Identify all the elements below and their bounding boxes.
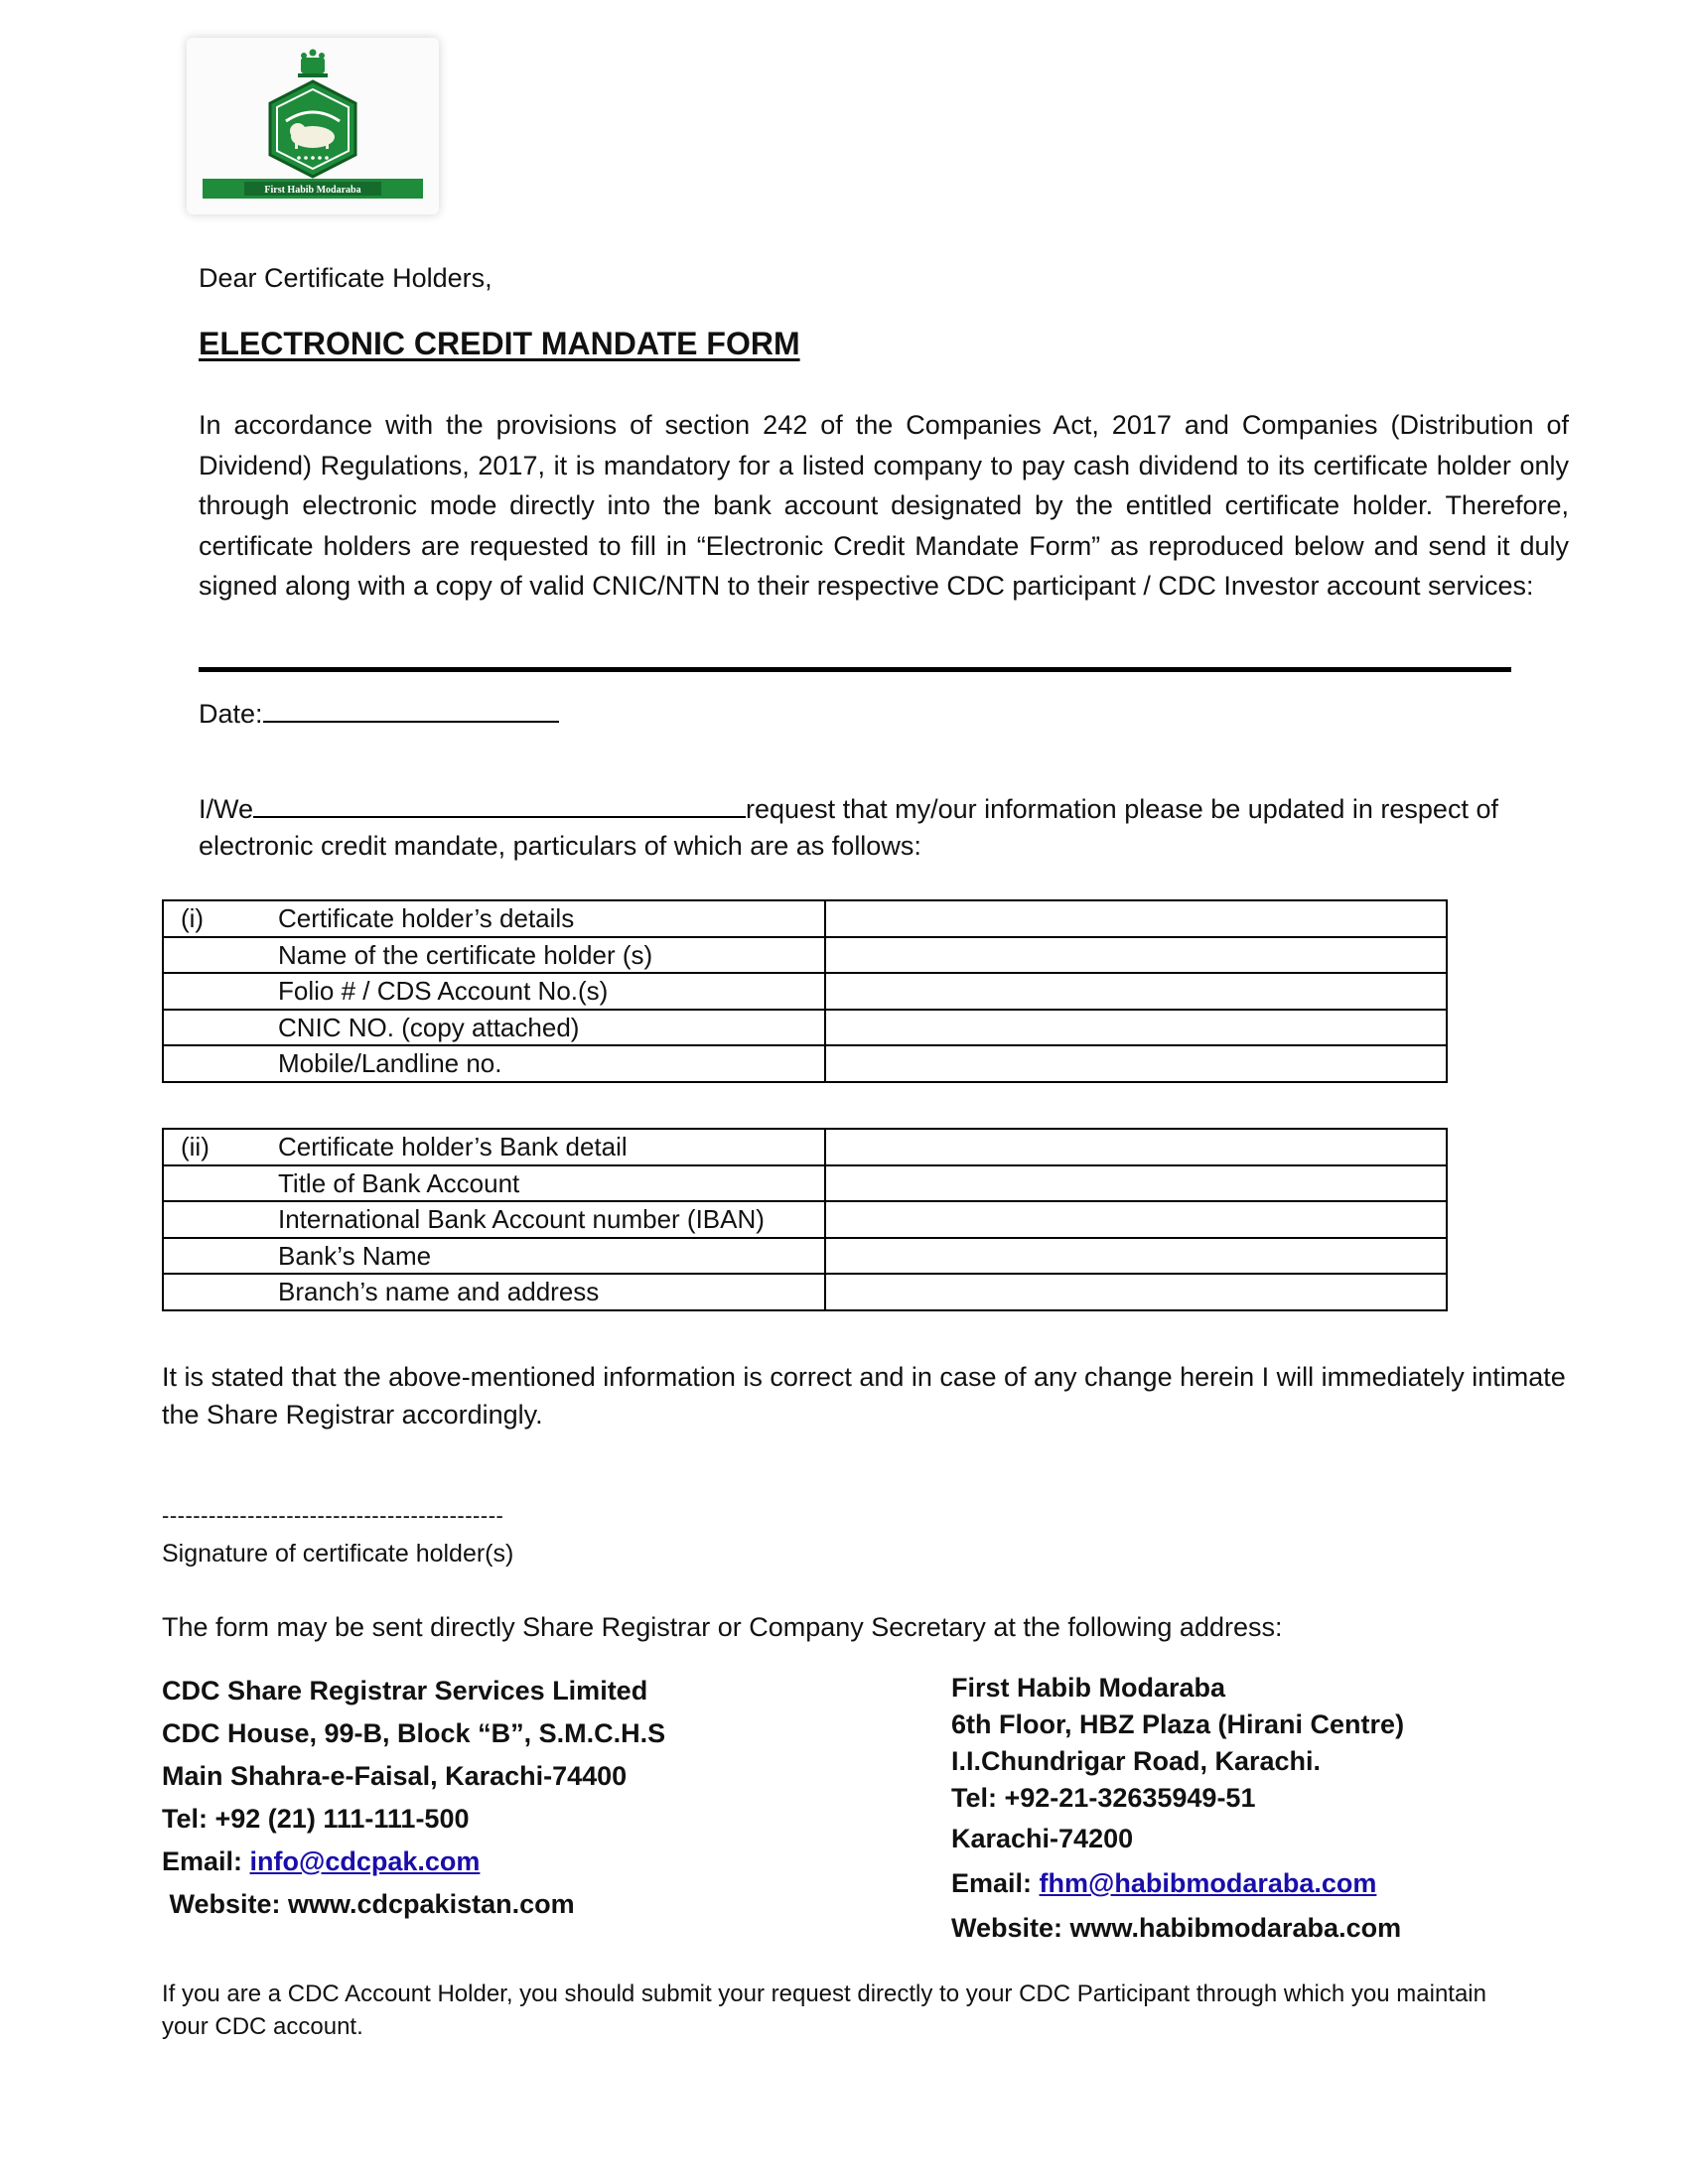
declaration-statement: It is stated that the above-mentioned information is correct and in case of any change herein I will immediately intimate the Share Registrar accordingly. [162, 1362, 1566, 1430]
section-number: (i) [181, 903, 205, 934]
value-cell[interactable] [825, 1010, 1447, 1046]
date-label: Date: [199, 699, 263, 729]
row-label: Certificate holder’s Bank detail [278, 1132, 628, 1162]
crown-icon [298, 50, 328, 78]
address-line: CDC House, 99-B, Block “B”, S.M.C.H.S [162, 1718, 666, 1748]
table-row [163, 1201, 1447, 1238]
table-row [163, 900, 1447, 937]
phone-line: Tel: +92 (21) 111-111-500 [162, 1804, 470, 1834]
phone-line: Tel: +92-21-32635949-51 [951, 1783, 1256, 1813]
table-row [163, 1165, 1447, 1202]
address-line: Karachi-74200 [951, 1824, 1134, 1853]
value-cell[interactable] [825, 900, 1447, 937]
value-cell[interactable] [825, 1238, 1447, 1275]
email-line [951, 1861, 1404, 1906]
value-cell[interactable] [825, 937, 1447, 974]
divider [199, 667, 1511, 672]
table-row [163, 937, 1447, 974]
table-row [163, 1045, 1447, 1082]
iwe-prefix: I/We [199, 794, 254, 824]
table-row [163, 1238, 1447, 1275]
logo-caption: First Habib Modaraba [264, 185, 361, 196]
email-line [162, 1841, 665, 1883]
email-label: Email: [162, 1846, 250, 1876]
logo-emblem-icon [187, 38, 439, 214]
intro-paragraph: In accordance with the provisions of section 242 of the Companies Act, 2017 and Companies (Distribution of Dividend) Regulations, 2017, it is mandatory for a listed company to pay cash dividend to its certificate holder only through electronic mode directly into the bank account designated by the entitled certificate holder. Therefore, certificate holders are requested to fill in “Electronic Credit Mandate Form” as reproduced below and send it duly signed along with a copy of valid CNIC/NTN to their respective CDC participant / CDC Investor account services: [199, 410, 1569, 601]
cdc-registrar-address [162, 1670, 665, 1926]
value-cell[interactable] [825, 1274, 1447, 1310]
website-line: Website: www.habibmodaraba.com [951, 1913, 1402, 1943]
email-link[interactable]: info@cdcpak.com [249, 1846, 481, 1876]
value-cell[interactable] [825, 973, 1447, 1010]
address-line: I.I.Chundrigar Road, Karachi. [951, 1746, 1322, 1776]
table-row [163, 1129, 1447, 1165]
row-label: Mobile/Landline no. [278, 1048, 502, 1079]
request-statement [199, 788, 1569, 865]
value-cell[interactable] [825, 1129, 1447, 1165]
value-cell[interactable] [825, 1201, 1447, 1238]
footer-note: If you are a CDC Account Holder, you should submit your request directly to your CDC Participant through which you maintain your CDC account. [162, 1980, 1486, 2040]
row-label: Bank’s Name [278, 1240, 432, 1271]
company-logo [187, 38, 439, 214]
table-row [163, 1010, 1447, 1046]
table-row [163, 973, 1447, 1010]
value-cell[interactable] [825, 1165, 1447, 1202]
send-instructions: The form may be sent directly Share Registrar or Company Secretary at the following address: [162, 1612, 1283, 1642]
row-label: Folio # / CDS Account No.(s) [278, 976, 609, 1007]
form-title: ELECTRONIC CREDIT MANDATE FORM [199, 326, 800, 361]
signature-line[interactable]: -------------------------------------------- [162, 1503, 504, 1528]
section-number: (ii) [181, 1132, 210, 1162]
row-label: Title of Bank Account [278, 1167, 520, 1198]
address-line: CDC Share Registrar Services Limited [162, 1676, 648, 1706]
email-label: Email: [951, 1868, 1040, 1898]
row-label: Branch’s name and address [278, 1277, 600, 1307]
row-label: CNIC NO. (copy attached) [278, 1012, 580, 1042]
address-line: First Habib Modaraba [951, 1673, 1226, 1703]
table-row [163, 1274, 1447, 1310]
row-label: Name of the certificate holder (s) [278, 939, 653, 970]
row-label: Certificate holder’s details [278, 903, 575, 934]
name-blank-line[interactable] [253, 788, 746, 818]
address-line: 6th Floor, HBZ Plaza (Hirani Centre) [951, 1709, 1405, 1739]
date-blank-line[interactable] [263, 693, 559, 723]
fhm-address [951, 1670, 1404, 1951]
greeting: Dear Certificate Holders, [199, 263, 492, 293]
email-link[interactable]: fhm@habibmodaraba.com [1039, 1868, 1377, 1898]
value-cell[interactable] [825, 1045, 1447, 1082]
bank-details-table [162, 1128, 1448, 1311]
website-line: Website: www.cdcpakistan.com [162, 1889, 575, 1919]
date-field[interactable] [199, 693, 559, 734]
certificate-holder-details-table [162, 899, 1448, 1083]
signature-label: Signature of certificate holder(s) [162, 1540, 514, 1568]
iwe-suffix: request that my/our information please be updated in respect of electronic credit mandate, particulars of which are as follows: [199, 794, 1498, 861]
address-line: Main Shahra-e-Faisal, Karachi-74400 [162, 1761, 628, 1791]
row-label: International Bank Account number (IBAN) [278, 1204, 765, 1235]
